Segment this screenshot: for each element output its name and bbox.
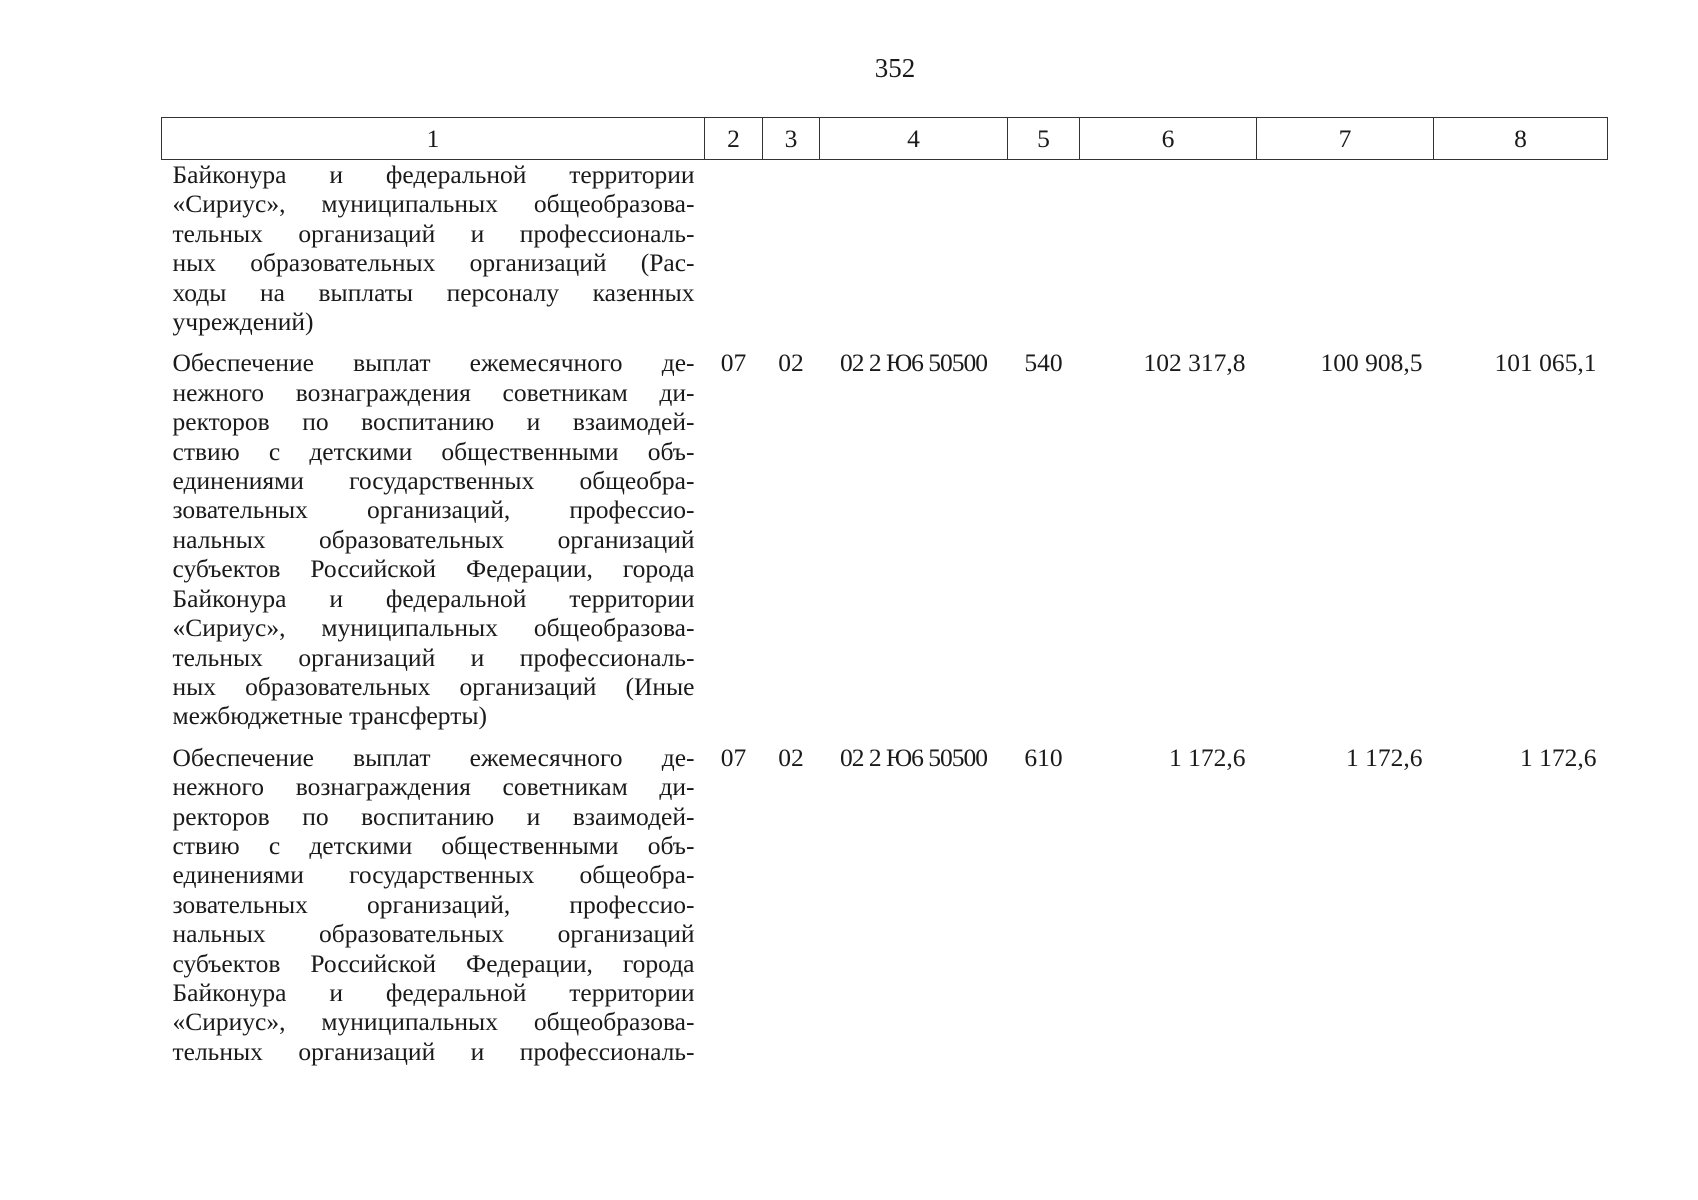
- description-line: ректоров по воспитанию и взаимодей-: [172, 407, 695, 437]
- description-line: «Сириус», муниципальных общеобразова-: [172, 1007, 695, 1037]
- cell-rz: 07: [720, 742, 747, 772]
- description-line: нальных образовательных организаций: [172, 919, 695, 949]
- cell-rz: [705, 160, 763, 337]
- row-spacer: [162, 731, 1608, 743]
- description-line: ных образовательных организаций (Рас-: [172, 248, 695, 278]
- cell-csr: 02 2 Ю6 50500: [839, 348, 988, 378]
- row-description: [162, 348, 705, 730]
- description-line: нальных образовательных организаций: [172, 524, 695, 554]
- cell-amount-1: 1 172,6: [1169, 742, 1246, 772]
- cell-amount-3: [1434, 160, 1608, 337]
- description-line: ствию с детскими общественными объ-: [172, 436, 695, 466]
- budget-table: [161, 117, 1608, 1066]
- table-row: [162, 160, 1608, 337]
- cell-pr: 02: [778, 348, 804, 378]
- page-number: 352: [874, 53, 916, 83]
- description-line: единениями государственных общеобра-: [172, 466, 695, 496]
- description-line: тельных организаций и профессиональ-: [172, 642, 695, 672]
- description-line: субъектов Российской Федерации, города: [172, 948, 695, 978]
- cell-vr: 540: [1024, 348, 1063, 378]
- column-header: 7: [1257, 118, 1434, 160]
- description-line: Байконура и федеральной территории: [172, 583, 695, 613]
- cell-csr: 02 2 Ю6 50500: [839, 742, 988, 772]
- cell-amount-2: 1 172,6: [1346, 742, 1423, 772]
- cell-pr: 02: [778, 742, 804, 772]
- description-line: Обеспечение выплат ежемесячного де-: [172, 742, 695, 772]
- column-header: 4: [820, 118, 1008, 160]
- cell-vr: 610: [1024, 742, 1063, 772]
- description-line: субъектов Российской Федерации, города: [172, 554, 695, 584]
- column-header: 3: [763, 118, 820, 160]
- row-description: [162, 160, 705, 337]
- description-line: «Сириус», муниципальных общеобразова-: [172, 189, 695, 219]
- cell-amount-3: 1 172,6: [1520, 742, 1597, 772]
- description-line: нежного вознаграждения советникам ди-: [172, 377, 695, 407]
- description-line: единениями государственных общеобра-: [172, 860, 695, 890]
- cell-amount-1: 102 317,8: [1143, 348, 1246, 378]
- description-line: тельных организаций и профессиональ-: [172, 1036, 695, 1066]
- spacer-cell: [162, 336, 1608, 348]
- description-line: ных образовательных организаций (Иные: [172, 671, 695, 701]
- row-spacer: [162, 336, 1608, 348]
- cell-rz: 07: [720, 348, 747, 378]
- description-line: тельных организаций и профессиональ-: [172, 218, 695, 248]
- description-line: учреждений): [172, 307, 314, 337]
- description-line: ходы на выплаты персоналу казенных: [172, 277, 695, 307]
- description-line: Байконура и федеральной территории: [172, 977, 695, 1007]
- description-line: «Сириус», муниципальных общеобразова-: [172, 613, 695, 643]
- column-header: 2: [705, 118, 763, 160]
- spacer-cell: [162, 731, 1608, 743]
- description-line: межбюджетные трансферты): [172, 701, 487, 731]
- description-line: нежного вознаграждения советникам ди-: [172, 772, 695, 802]
- description-line: ректоров по воспитанию и взаимодей-: [172, 801, 695, 831]
- cell-amount-2: 100 908,5: [1320, 348, 1423, 378]
- description-line: Обеспечение выплат ежемесячного де-: [172, 348, 695, 378]
- column-header: 6: [1080, 118, 1257, 160]
- row-description: [162, 743, 705, 1066]
- table-row: [162, 348, 1608, 730]
- cell-amount-2: [1257, 160, 1434, 337]
- description-line: ствию с детскими общественными объ-: [172, 830, 695, 860]
- cell-amount-3: 101 065,1: [1494, 348, 1597, 378]
- column-header: 1: [162, 118, 705, 160]
- column-header: 5: [1008, 118, 1080, 160]
- table-body: [162, 160, 1608, 1067]
- description-line: зовательных организаций, профессио-: [172, 495, 695, 525]
- table-row: [162, 743, 1608, 1066]
- description-line: Байконура и федеральной территории: [172, 160, 695, 189]
- cell-amount-1: [1080, 160, 1257, 337]
- cell-vr: [1008, 160, 1080, 337]
- table-header-row: [162, 118, 1608, 160]
- column-header: 8: [1434, 118, 1608, 160]
- cell-csr: [820, 160, 1008, 337]
- description-line: зовательных организаций, профессио-: [172, 889, 695, 919]
- cell-pr: [763, 160, 820, 337]
